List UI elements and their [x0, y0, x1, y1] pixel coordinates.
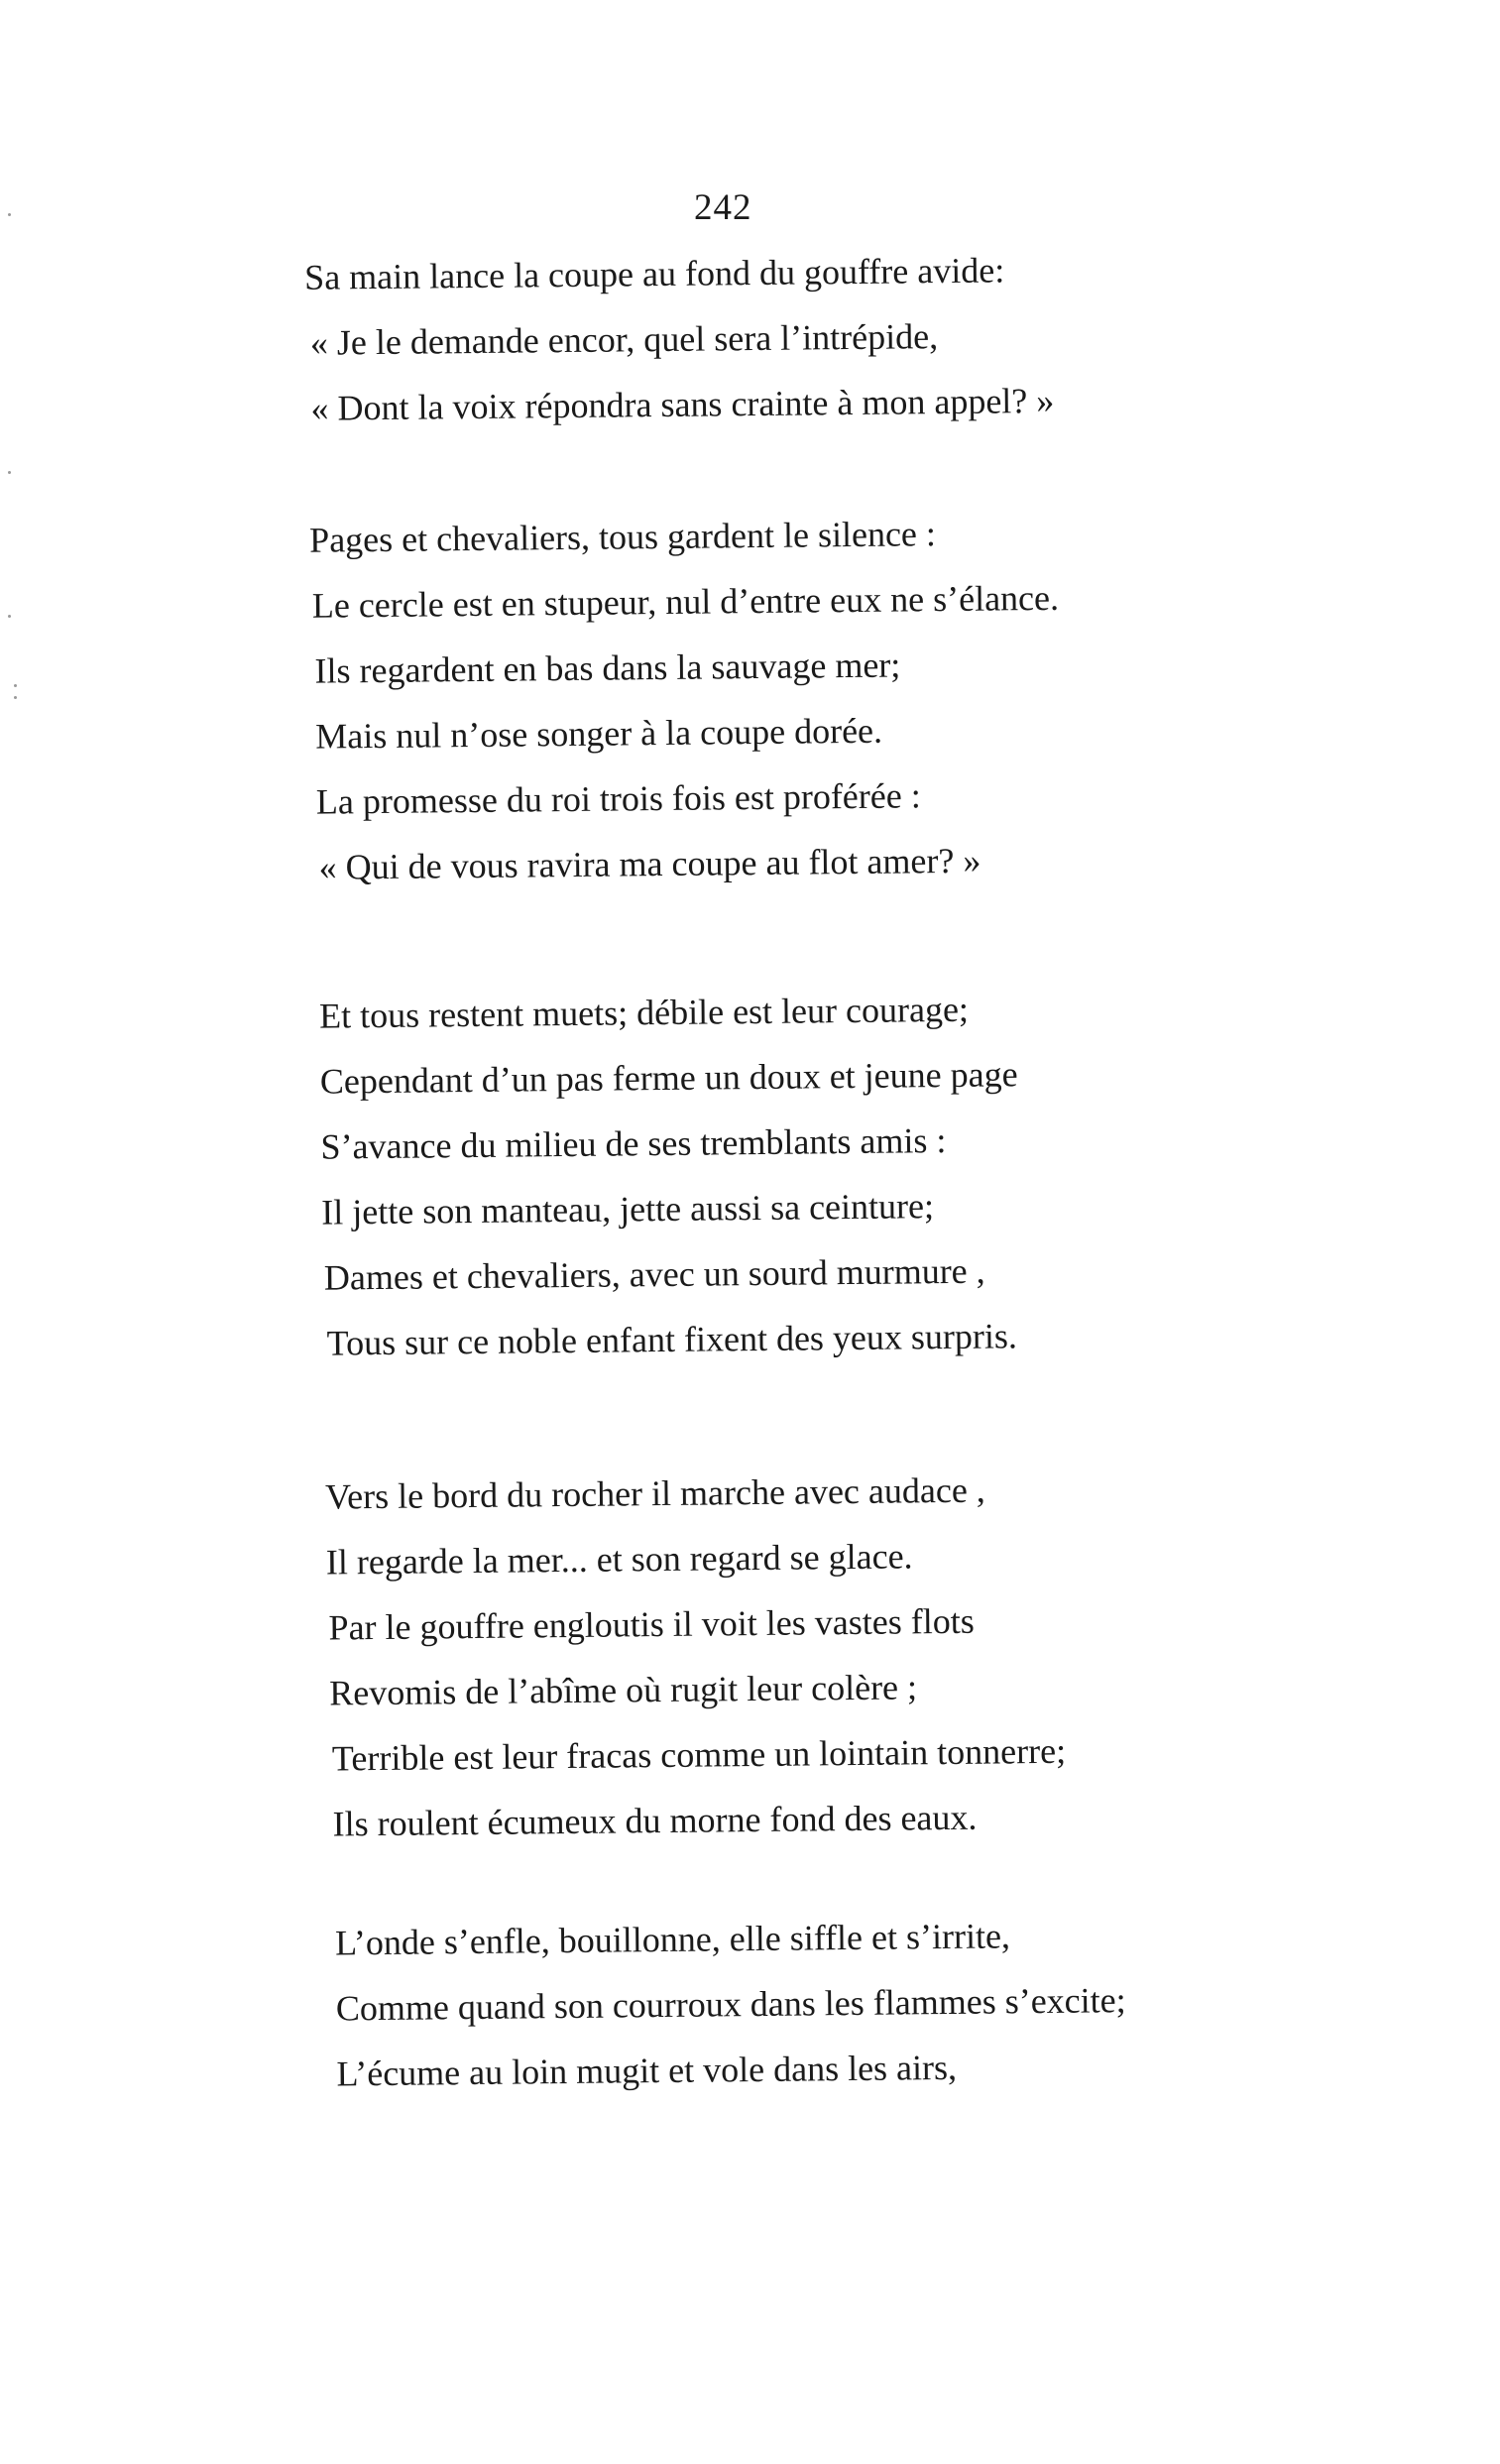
verse-line: Par le gouffre engloutis il voit les vastes flots	[328, 1600, 975, 1648]
scan-speck	[8, 213, 11, 216]
page-number: 242	[694, 187, 752, 228]
verse-line: L’écume au loin mugit et vole dans les airs,	[336, 2047, 958, 2094]
verse-line: « Je le demande encor, quel sera l’intrépide,	[309, 316, 939, 363]
verse-line: Il jette son manteau, jette aussi sa ceinture;	[321, 1186, 935, 1232]
verse-line: Le cercle est en stupeur, nul d’entre eux ne s’élance.	[311, 577, 1060, 626]
verse-line: Il regarde la mer... et son regard se glace.	[325, 1536, 913, 1583]
verse-line: Ils roulent écumeux du morne fond des eaux.	[332, 1797, 978, 1844]
scan-speck	[14, 684, 17, 687]
verse-line: Sa main lance la coupe au fond du gouffre avide:	[303, 250, 1005, 297]
stanza-5	[0, 1916, 1190, 2094]
verse-line: Et tous restent muets; débile est leur courage;	[318, 989, 970, 1036]
verse-line: Terrible est leur fracas comme un lointain tonnerre;	[331, 1730, 1067, 1779]
verse-line: « Dont la voix répondra sans crainte à mon appel? »	[310, 380, 1055, 428]
verse-line: Pages et chevaliers, tous gardent le silence :	[308, 514, 937, 560]
verse-line: Dames et chevaliers, avec un sourd murmure ,	[323, 1250, 985, 1298]
stanza-3	[0, 989, 1190, 1363]
verse-line: « Qui de vous ravira ma coupe au flot amer? »	[318, 840, 981, 887]
verse-line: Ils regardent en bas dans la sauvage mer;	[314, 645, 901, 691]
scan-speck	[14, 696, 17, 699]
verse-line: Mais nul n’ose songer à la coupe dorée.	[315, 710, 883, 757]
stanza-1	[0, 250, 1190, 428]
stanza-4	[0, 1469, 1190, 1844]
verse-line: Tous sur ce noble enfant fixent des yeux surpris.	[326, 1316, 1018, 1363]
scan-speck	[8, 615, 11, 618]
scan-speck	[8, 471, 11, 474]
stanza-2	[0, 513, 1190, 887]
verse-line: Revomis de l’abîme où rugit leur colère ;	[329, 1667, 918, 1713]
verse-line: Cependant d’un pas ferme un doux et jeune page	[319, 1054, 1018, 1102]
verse-line: La promesse du roi trois fois est proférée :	[315, 775, 921, 822]
verse-line: Vers le bord du rocher il marche avec audace ,	[324, 1469, 986, 1517]
verse-line: Comme quand son courroux dans les flammes s’excite;	[335, 1980, 1126, 2029]
verse-line: S’avance du milieu de ses tremblants amis :	[320, 1120, 947, 1167]
verse-line: L’onde s’enfle, bouillonne, elle siffle et s’irrite,	[334, 1916, 1011, 1963]
